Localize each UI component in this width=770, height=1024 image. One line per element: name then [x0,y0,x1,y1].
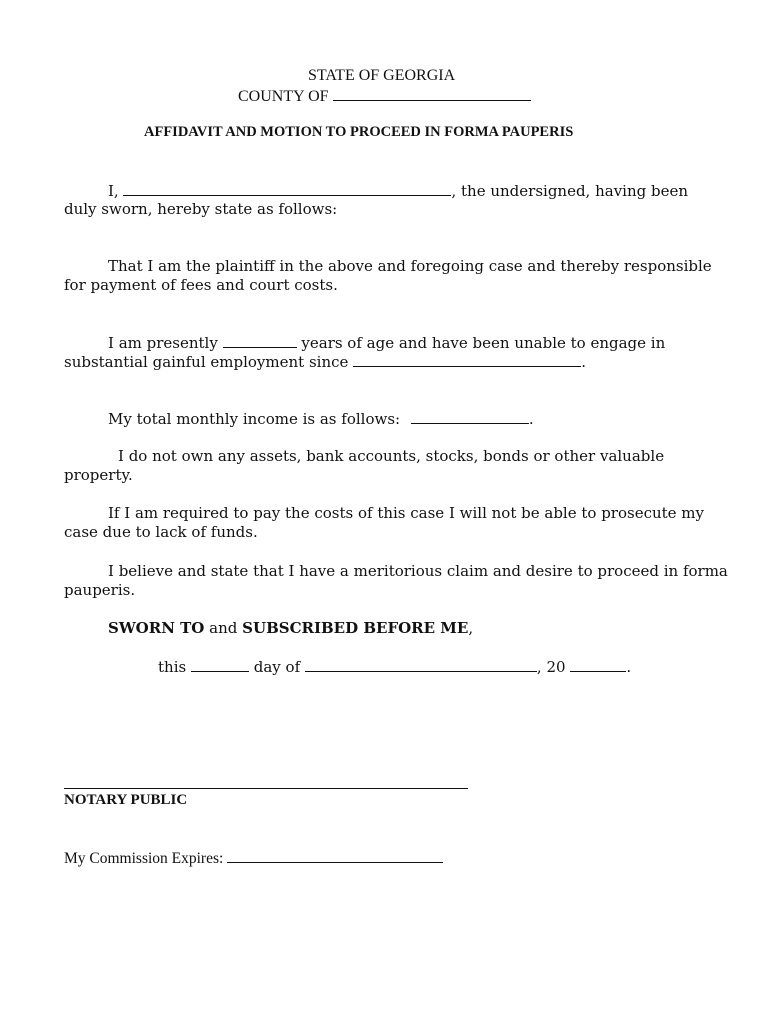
date-line [158,656,631,677]
age-prefix: I am presently [108,334,218,352]
day-of-text: day of [253,658,301,676]
county-blank-field[interactable] [333,85,531,101]
notary-public-label: NOTARY PUBLIC [64,792,188,808]
subscribed-text: SUBSCRIBED BEFORE ME [242,619,469,637]
commission-label: My Commission Expires: [64,850,224,867]
intro-prefix: I, [108,182,119,200]
sworn-line [108,618,473,638]
sworn-comma: , [468,619,474,637]
costs-line-2: case due to lack of funds. [64,523,258,541]
intro-suffix: , the undersigned, having been [451,182,689,200]
plaintiff-line-2: for payment of fees and court costs. [64,276,338,294]
age-line-1 [108,332,665,353]
employment-prefix: substantial gainful employment since [64,353,349,371]
this-text: this [158,658,187,676]
age-middle: years of age and have been unable to engage in [301,334,666,352]
sworn-to-text: SWORN TO [108,619,205,637]
income-prefix: My total monthly income is as follows: [108,410,401,428]
county-heading [238,85,531,107]
intro-line-2: duly sworn, hereby state as follows: [64,200,338,218]
costs-line-1: If I am required to pay the costs of this case I will not be able to prosecute my [108,504,705,522]
employment-since-blank-field[interactable] [353,351,581,367]
year-blank-field[interactable] [570,656,626,672]
age-line-2 [64,351,586,372]
year-prefix: , 20 [536,658,566,676]
sworn-and-text: and [209,619,238,637]
name-blank-field[interactable] [123,180,451,196]
age-blank-field[interactable] [223,332,297,348]
income-blank-field[interactable] [411,408,529,424]
county-label: COUNTY OF [238,88,329,105]
plaintiff-line-1: That I am the plaintiff in the above and foregoing case and thereby responsible [108,257,712,275]
employment-suffix: . [581,353,586,371]
assets-line-2: property. [64,466,133,484]
document-title: AFFIDAVIT AND MOTION TO PROCEED IN FORMA PAUPERIS [144,124,574,140]
date-end: . [626,658,632,676]
month-blank-field[interactable] [305,656,537,672]
intro-line-1 [108,180,688,201]
state-heading [308,66,455,86]
commission-expires-blank-field[interactable] [227,847,443,863]
notary-signature-line[interactable] [64,788,468,789]
state-text: STATE OF GEORGIA [308,67,456,84]
commission-line [64,847,443,869]
claim-line-1: I believe and state that I have a meritorious claim and desire to proceed in forma [108,562,728,580]
day-blank-field[interactable] [191,656,249,672]
income-line [108,408,534,429]
assets-line-1: I do not own any assets, bank accounts, stocks, bonds or other valuable [118,447,665,465]
income-suffix: . [528,410,534,428]
claim-line-2: pauperis. [64,581,136,599]
